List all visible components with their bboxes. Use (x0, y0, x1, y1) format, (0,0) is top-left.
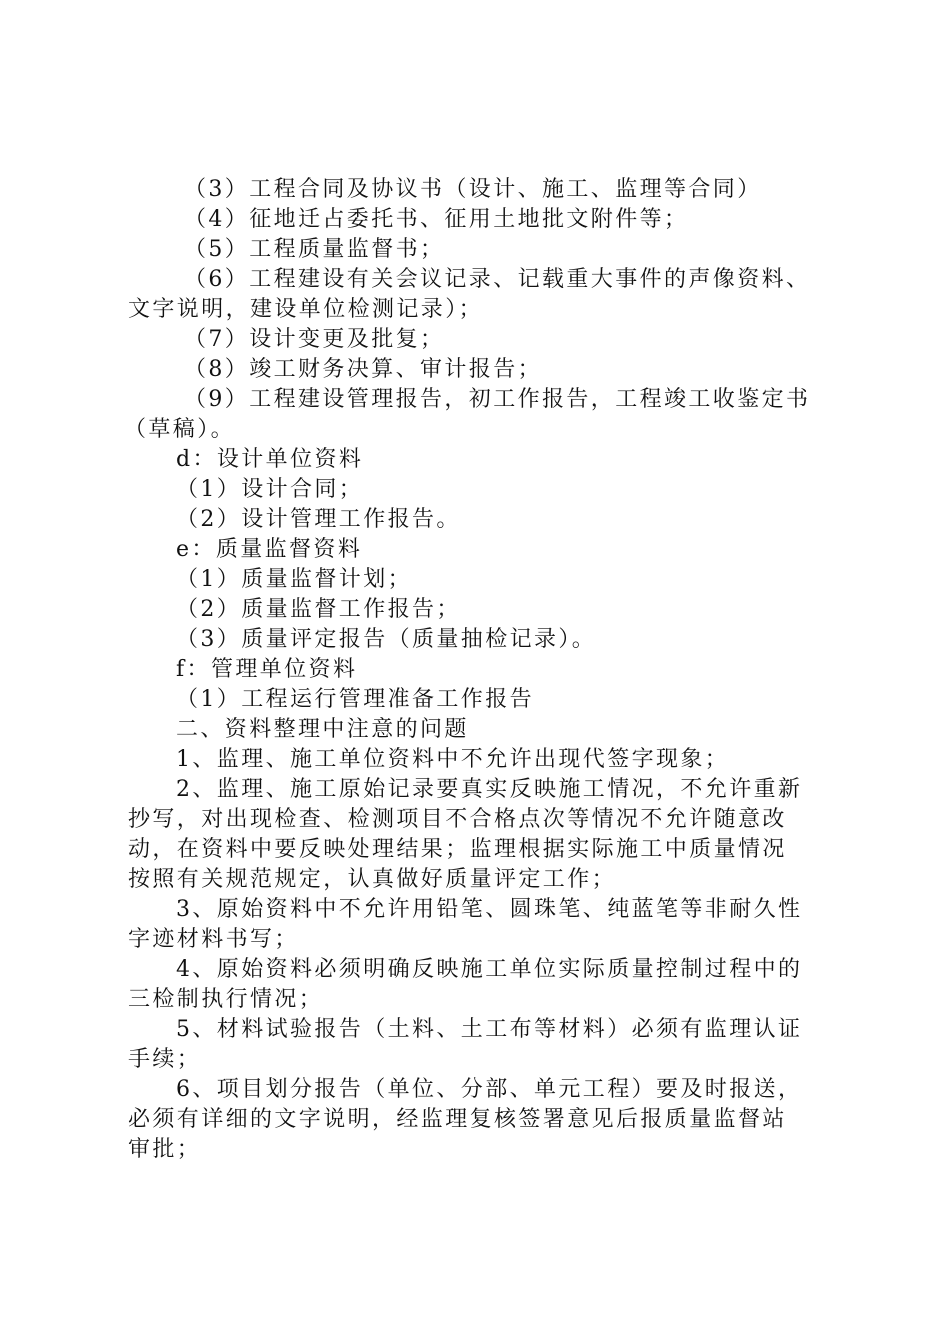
text-line: 5、材料试验报告（土料、土工布等材料）必须有监理认证 (176, 1017, 803, 1042)
text-line: 三检制执行情况； (128, 987, 324, 1012)
text-line: （5）工程质量监督书； (184, 237, 445, 262)
text-line: 动，在资料中要反映处理结果；监理根据实际施工中质量情况 (128, 837, 787, 862)
text-line: （草稿）。 (124, 417, 236, 442)
text-line: 字迹材料书写； (128, 927, 299, 952)
text-line: 1、监理、施工单位资料中不允许出现代签字现象； (176, 747, 730, 772)
text-line: 必须有详细的文字说明，经监理复核签署意见后报质量监督站 (128, 1107, 787, 1132)
text-line: 按照有关规范规定，认真做好质量评定工作； (128, 867, 617, 892)
text-line: （1）设计合同； (176, 477, 364, 502)
text-line: （3）工程合同及协议书（设计、施工、监理等合同） (184, 177, 762, 202)
section-heading: 二、资料整理中注意的问题 (176, 717, 469, 742)
text-line: （2）设计管理工作报告。 (176, 507, 461, 532)
section-heading: e：质量监督资料 (176, 537, 363, 562)
text-line: 审批； (128, 1137, 202, 1162)
text-line: 3、原始资料中不允许用铅笔、圆珠笔、纯蓝笔等非耐久性 (176, 897, 803, 922)
text-line: （2）质量监督工作报告； (176, 597, 461, 622)
text-line: （3）质量评定报告（质量抽检记录）。 (176, 627, 597, 652)
text-line: （4）征地迁占委托书、征用土地批文附件等； (184, 207, 689, 232)
text-line: （6）工程建设有关会议记录、记载重大事件的声像资料、 (184, 267, 811, 292)
text-line: 文字说明，建设单位检测记录）； (128, 297, 484, 322)
text-line: 抄写，对出现检查、检测项目不合格点次等情况不允许随意改 (128, 807, 787, 832)
text-line: （8）竣工财务决算、审计报告； (184, 357, 542, 382)
text-line: （1）质量监督计划； (176, 567, 412, 592)
text-line: （9）工程建设管理报告，初工作报告，工程竣工收鉴定书 (184, 387, 811, 412)
text-line: （7）设计变更及批复； (184, 327, 445, 352)
text-line: 2、监理、施工原始记录要真实反映施工情况，不允许重新 (176, 777, 803, 802)
text-line: 手续； (128, 1047, 202, 1072)
text-line: （1）工程运行管理准备工作报告 (176, 687, 534, 712)
document-body (124, 175, 833, 1165)
text-line: 4、原始资料必须明确反映施工单位实际质量控制过程中的 (176, 957, 803, 982)
section-heading: d：设计单位资料 (176, 447, 364, 472)
text-line: 6、项目划分报告（单位、分部、单元工程）要及时报送， (176, 1077, 803, 1102)
section-heading: f：管理单位资料 (176, 657, 358, 682)
